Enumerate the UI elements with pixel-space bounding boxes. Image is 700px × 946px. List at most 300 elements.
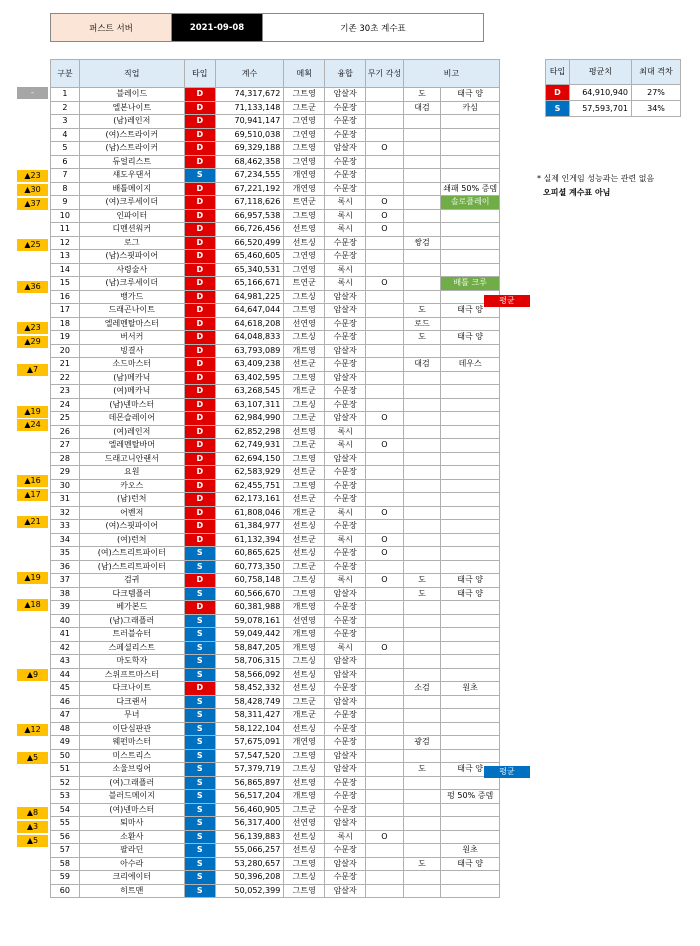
note-detail-cell <box>441 601 500 615</box>
table-row <box>51 466 500 480</box>
rank-change-badge: ▲17 <box>17 489 48 501</box>
meheok-cell: 개트영 <box>284 601 325 615</box>
job-name: 검귀 <box>79 574 184 588</box>
type-cell: D <box>184 398 215 412</box>
col-header: 구분 <box>51 60 80 88</box>
note-detail-cell <box>441 736 500 750</box>
meheok-cell: 그트영 <box>284 857 325 871</box>
row-number: 38 <box>51 587 80 601</box>
weapon-awaken-cell <box>366 358 404 372</box>
job-name: 무녀 <box>79 709 184 723</box>
row-number: 46 <box>51 695 80 709</box>
fusion-cell: 암살자 <box>325 695 366 709</box>
rank-change-badge: ▲8 <box>17 807 48 819</box>
type-cell: D <box>184 682 215 696</box>
note-detail-cell <box>441 830 500 844</box>
table-row <box>51 803 500 817</box>
fusion-cell: 암살자 <box>325 371 366 385</box>
weapon-awaken-cell <box>366 736 404 750</box>
type-cell: S <box>184 709 215 723</box>
fusion-cell: 암살자 <box>325 344 366 358</box>
fusion-cell: 록시 <box>325 196 366 210</box>
row-number: 28 <box>51 452 80 466</box>
type-cell: D <box>184 304 215 318</box>
note-weapon-cell <box>403 439 441 453</box>
note-unofficial: 오피셜 계수표 아님 <box>543 188 611 197</box>
type-cell: S <box>184 763 215 777</box>
avg-type: S <box>546 101 570 117</box>
note-detail-cell <box>441 209 500 223</box>
job-name: 요원 <box>79 466 184 480</box>
note-weapon-cell: 도 <box>403 587 441 601</box>
type-cell: S <box>184 803 215 817</box>
note-weapon-cell <box>403 668 441 682</box>
job-name: (여)넨마스터 <box>79 803 184 817</box>
note-weapon-cell <box>403 695 441 709</box>
note-weapon-cell <box>403 277 441 291</box>
type-cell: D <box>184 385 215 399</box>
fusion-cell: 수문장 <box>325 560 366 574</box>
fusion-cell: 암살자 <box>325 884 366 898</box>
meheok-cell: 선트군 <box>284 533 325 547</box>
row-number: 32 <box>51 506 80 520</box>
note-weapon-cell <box>403 344 441 358</box>
job-name: 데몬슬레이어 <box>79 412 184 426</box>
weapon-awaken-cell: O <box>366 196 404 210</box>
row-number: 2 <box>51 101 80 115</box>
fusion-cell: 암살자 <box>325 304 366 318</box>
type-cell: S <box>184 871 215 885</box>
type-cell: S <box>184 547 215 561</box>
table-row <box>51 425 500 439</box>
job-name: (여)그래플러 <box>79 776 184 790</box>
fusion-cell: 수문장 <box>325 250 366 264</box>
fusion-cell: 암살자 <box>325 587 366 601</box>
type-cell: D <box>184 290 215 304</box>
meheok-cell: 그트싱 <box>284 290 325 304</box>
coefficient-value: 70,941,147 <box>215 115 284 129</box>
row-number: 21 <box>51 358 80 372</box>
weapon-awaken-cell: O <box>366 830 404 844</box>
type-cell: S <box>184 641 215 655</box>
meheok-cell: 그트영 <box>284 209 325 223</box>
weapon-awaken-cell: O <box>366 506 404 520</box>
rank-change-badge: ▲9 <box>17 669 48 681</box>
weapon-awaken-cell <box>366 682 404 696</box>
row-number: 41 <box>51 628 80 642</box>
job-name: (여)런처 <box>79 533 184 547</box>
avg-col-header: 평균치 <box>570 60 632 85</box>
note-weapon-cell: 도 <box>403 857 441 871</box>
job-name: 뱅가드 <box>79 290 184 304</box>
row-number: 35 <box>51 547 80 561</box>
note-detail-cell <box>441 506 500 520</box>
fusion-cell: 암살자 <box>325 668 366 682</box>
row-number: 44 <box>51 668 80 682</box>
row-number: 55 <box>51 817 80 831</box>
fusion-cell: 록시 <box>325 533 366 547</box>
table-row <box>51 223 500 237</box>
note-detail-cell: 카심 <box>441 101 500 115</box>
fusion-cell: 수문장 <box>325 331 366 345</box>
weapon-awaken-cell <box>366 520 404 534</box>
type-cell: D <box>184 439 215 453</box>
weapon-awaken-cell <box>366 560 404 574</box>
row-number: 42 <box>51 641 80 655</box>
note-detail-cell <box>441 884 500 898</box>
coefficient-value: 56,317,400 <box>215 817 284 831</box>
meheok-cell: 그트영 <box>284 884 325 898</box>
weapon-awaken-cell: O <box>366 533 404 547</box>
rank-change-badge: ▲24 <box>17 419 48 431</box>
meheok-cell: 트연군 <box>284 196 325 210</box>
job-name: 아수라 <box>79 857 184 871</box>
table-row <box>51 155 500 169</box>
table-row <box>51 790 500 804</box>
coefficient-value: 53,280,657 <box>215 857 284 871</box>
row-number: 37 <box>51 574 80 588</box>
meheok-cell: 그트영 <box>284 749 325 763</box>
meheok-cell: 그트군 <box>284 439 325 453</box>
rank-change-badge: ▲25 <box>17 239 48 251</box>
meheok-cell: 개트군 <box>284 709 325 723</box>
note-weapon-cell: 소검 <box>403 682 441 696</box>
coefficient-value: 71,133,148 <box>215 101 284 115</box>
meheok-cell: 선트영 <box>284 223 325 237</box>
note-detail-cell: 쇄패 50% 증뎀 <box>441 182 500 196</box>
note-weapon-cell <box>403 169 441 183</box>
meheok-cell: 개연영 <box>284 169 325 183</box>
row-number: 13 <box>51 250 80 264</box>
coefficient-value: 67,118,626 <box>215 196 284 210</box>
note-weapon-cell: 로드 <box>403 317 441 331</box>
weapon-awaken-cell <box>366 857 404 871</box>
table-row <box>51 533 500 547</box>
type-cell: S <box>184 587 215 601</box>
type-cell: D <box>184 520 215 534</box>
coefficient-value: 61,132,394 <box>215 533 284 547</box>
rank-change-badge: ▲19 <box>17 572 48 584</box>
meheok-cell: 그연영 <box>284 128 325 142</box>
note-detail-cell <box>441 236 500 250</box>
type-cell: D <box>184 196 215 210</box>
note-weapon-cell <box>403 655 441 669</box>
job-name: 엘레멘탈마스터 <box>79 317 184 331</box>
table-row <box>51 493 500 507</box>
weapon-awaken-cell: O <box>366 223 404 237</box>
note-weapon-cell: 광검 <box>403 736 441 750</box>
coefficient-value: 56,460,905 <box>215 803 284 817</box>
note-detail-cell <box>441 871 500 885</box>
meheok-cell: 선트싱 <box>284 830 325 844</box>
table-row <box>51 452 500 466</box>
table-row <box>51 250 500 264</box>
row-number: 52 <box>51 776 80 790</box>
type-cell: S <box>184 695 215 709</box>
meheok-cell: 개트영 <box>284 790 325 804</box>
row-number: 47 <box>51 709 80 723</box>
type-cell: D <box>184 452 215 466</box>
job-name: (여)레인저 <box>79 425 184 439</box>
type-cell: D <box>184 533 215 547</box>
weapon-awaken-cell <box>366 398 404 412</box>
fusion-cell: 수문장 <box>325 601 366 615</box>
meheok-cell: 그트군 <box>284 695 325 709</box>
fusion-cell: 수문장 <box>325 493 366 507</box>
row-number: 53 <box>51 790 80 804</box>
note-weapon-cell <box>403 722 441 736</box>
note-weapon-cell <box>403 425 441 439</box>
type-cell: S <box>184 668 215 682</box>
row-number: 29 <box>51 466 80 480</box>
fusion-cell: 록시 <box>325 223 366 237</box>
type-cell: D <box>184 277 215 291</box>
meheok-cell: 선트영 <box>284 776 325 790</box>
weapon-awaken-cell <box>366 601 404 615</box>
coefficient-value: 63,107,311 <box>215 398 284 412</box>
meheok-cell: 선연영 <box>284 317 325 331</box>
avg-row <box>546 101 681 117</box>
rank-change-badge: ▲5 <box>17 835 48 847</box>
table-row <box>51 236 500 250</box>
table-row <box>51 196 500 210</box>
meheok-cell: 그트영 <box>284 88 325 102</box>
note-detail-cell <box>441 533 500 547</box>
coefficient-value: 64,647,044 <box>215 304 284 318</box>
type-cell: S <box>184 628 215 642</box>
note-weapon-cell <box>403 452 441 466</box>
coefficient-value: 68,462,358 <box>215 155 284 169</box>
row-number: 20 <box>51 344 80 358</box>
table-row <box>51 263 500 277</box>
fusion-cell: 수문장 <box>325 844 366 858</box>
fusion-cell: 수문장 <box>325 628 366 642</box>
avg-type: D <box>546 85 570 101</box>
job-name: 소드마스터 <box>79 358 184 372</box>
note-weapon-cell <box>403 817 441 831</box>
table-row <box>51 695 500 709</box>
coefficient-value: 58,706,315 <box>215 655 284 669</box>
fusion-cell: 수문장 <box>325 520 366 534</box>
note-detail-cell <box>441 169 500 183</box>
weapon-awaken-cell <box>366 871 404 885</box>
meheok-cell: 선트영 <box>284 425 325 439</box>
weapon-awaken-cell <box>366 128 404 142</box>
row-number: 11 <box>51 223 80 237</box>
table-row <box>51 209 500 223</box>
weapon-awaken-cell <box>366 304 404 318</box>
avg-value: 64,910,940 <box>570 85 632 101</box>
note-weapon-cell <box>403 547 441 561</box>
coefficient-value: 60,865,625 <box>215 547 284 561</box>
table-row <box>51 479 500 493</box>
coefficient-value: 55,066,257 <box>215 844 284 858</box>
weapon-awaken-cell <box>366 466 404 480</box>
weapon-awaken-cell <box>366 182 404 196</box>
avg-header-row <box>546 60 681 85</box>
table-row <box>51 722 500 736</box>
meheok-cell: 선트싱 <box>284 668 325 682</box>
row-number: 59 <box>51 871 80 885</box>
table-row <box>51 857 500 871</box>
job-name: 히트맨 <box>79 884 184 898</box>
table-row <box>51 682 500 696</box>
note-weapon-cell <box>403 250 441 264</box>
row-number: 49 <box>51 736 80 750</box>
note-weapon-cell <box>403 128 441 142</box>
row-number: 17 <box>51 304 80 318</box>
coefficient-value: 74,317,672 <box>215 88 284 102</box>
rank-change-badge: ▲19 <box>17 406 48 418</box>
coefficient-value: 56,139,883 <box>215 830 284 844</box>
meheok-cell: 선트싱 <box>284 844 325 858</box>
job-name: (여)스트라이커 <box>79 128 184 142</box>
coefficient-value: 66,520,499 <box>215 236 284 250</box>
coefficient-value: 58,566,092 <box>215 668 284 682</box>
note-detail-cell: 원초 <box>441 682 500 696</box>
job-name: 드래곤나이트 <box>79 304 184 318</box>
type-cell: D <box>184 250 215 264</box>
job-name: (남)런처 <box>79 493 184 507</box>
job-name: (여)메카닉 <box>79 385 184 399</box>
row-number: 1 <box>51 88 80 102</box>
type-cell: D <box>184 223 215 237</box>
job-name: (남)넨마스터 <box>79 398 184 412</box>
weapon-awaken-cell <box>366 385 404 399</box>
fusion-cell: 수문장 <box>325 128 366 142</box>
note-weapon-cell <box>403 776 441 790</box>
note-detail-cell <box>441 223 500 237</box>
note-weapon-cell: 쌍검 <box>403 236 441 250</box>
row-number: 4 <box>51 128 80 142</box>
coefficient-value: 58,452,332 <box>215 682 284 696</box>
table-row <box>51 169 500 183</box>
job-name: (여)스트리트파이터 <box>79 547 184 561</box>
note-detail-cell <box>441 479 500 493</box>
coefficient-value: 63,268,545 <box>215 385 284 399</box>
coefficient-value: 57,547,520 <box>215 749 284 763</box>
type-cell: S <box>184 884 215 898</box>
note-weapon-cell <box>403 614 441 628</box>
type-cell: D <box>184 236 215 250</box>
type-cell: D <box>184 574 215 588</box>
row-number: 50 <box>51 749 80 763</box>
table-row <box>51 601 500 615</box>
table-row <box>51 358 500 372</box>
header-title: 기존 30초 계수표 <box>262 14 483 41</box>
note-detail-cell <box>441 452 500 466</box>
fusion-cell: 수문장 <box>325 466 366 480</box>
weapon-awaken-cell <box>366 371 404 385</box>
table-row <box>51 88 500 102</box>
job-name: 마도학자 <box>79 655 184 669</box>
row-number: 60 <box>51 884 80 898</box>
server-name: 퍼스트 서버 <box>51 14 172 41</box>
meheok-cell: 개트군 <box>284 506 325 520</box>
note-detail-cell <box>441 250 500 264</box>
row-number: 57 <box>51 844 80 858</box>
note-weapon-cell <box>403 506 441 520</box>
meheok-cell: 선트군 <box>284 358 325 372</box>
weapon-awaken-cell <box>366 749 404 763</box>
note-detail-cell <box>441 142 500 156</box>
row-number: 33 <box>51 520 80 534</box>
fusion-cell: 수문장 <box>325 682 366 696</box>
weapon-awaken-cell <box>366 709 404 723</box>
meheok-cell: 그연영 <box>284 115 325 129</box>
coefficient-value: 60,758,148 <box>215 574 284 588</box>
note-weapon-cell: 도 <box>403 574 441 588</box>
coefficient-value: 59,078,161 <box>215 614 284 628</box>
table-row <box>51 506 500 520</box>
fusion-cell: 암살자 <box>325 817 366 831</box>
table-row <box>51 763 500 777</box>
table-row <box>51 844 500 858</box>
job-name: 어벤저 <box>79 506 184 520</box>
coefficient-value: 62,852,298 <box>215 425 284 439</box>
fusion-cell: 수문장 <box>325 358 366 372</box>
note-detail-cell <box>441 817 500 831</box>
fusion-cell: 암살자 <box>325 412 366 426</box>
note-detail-cell: 데우스 <box>441 358 500 372</box>
avg-gap: 34% <box>632 101 681 117</box>
weapon-awaken-cell: O <box>366 439 404 453</box>
type-cell: S <box>184 655 215 669</box>
row-number: 9 <box>51 196 80 210</box>
col-header: 무기 각성 <box>366 60 404 88</box>
type-cell: D <box>184 371 215 385</box>
weapon-awaken-cell: O <box>366 641 404 655</box>
note-detail-cell <box>441 547 500 561</box>
note-weapon-cell: 도 <box>403 88 441 102</box>
type-cell: D <box>184 479 215 493</box>
coefficient-value: 65,166,671 <box>215 277 284 291</box>
note-weapon-cell: 도 <box>403 304 441 318</box>
job-name: 퇴마사 <box>79 817 184 831</box>
row-number: 30 <box>51 479 80 493</box>
note-detail-cell <box>441 412 500 426</box>
coefficient-value: 56,865,897 <box>215 776 284 790</box>
type-cell: D <box>184 317 215 331</box>
type-cell: S <box>184 817 215 831</box>
note-weapon-cell <box>403 182 441 196</box>
note-weapon-cell <box>403 560 441 574</box>
fusion-cell: 수문장 <box>325 101 366 115</box>
row-number: 48 <box>51 722 80 736</box>
weapon-awaken-cell <box>366 803 404 817</box>
table-row <box>51 614 500 628</box>
type-cell: D <box>184 331 215 345</box>
meheok-cell: 트연군 <box>284 277 325 291</box>
weapon-awaken-cell <box>366 263 404 277</box>
note-detail-cell <box>441 628 500 642</box>
coefficient-value: 57,379,719 <box>215 763 284 777</box>
weapon-awaken-cell <box>366 817 404 831</box>
meheok-cell: 개트영 <box>284 344 325 358</box>
table-header-row <box>51 60 500 88</box>
coefficient-value: 60,381,988 <box>215 601 284 615</box>
row-number: 23 <box>51 385 80 399</box>
note-detail-cell <box>441 493 500 507</box>
meheok-cell: 선트싱 <box>284 682 325 696</box>
coefficient-value: 60,773,350 <box>215 560 284 574</box>
type-cell: D <box>184 209 215 223</box>
damage-table <box>50 59 500 898</box>
job-name: (남)그래플러 <box>79 614 184 628</box>
type-cell: D <box>184 182 215 196</box>
job-name: 트러블슈터 <box>79 628 184 642</box>
weapon-awaken-cell <box>366 317 404 331</box>
